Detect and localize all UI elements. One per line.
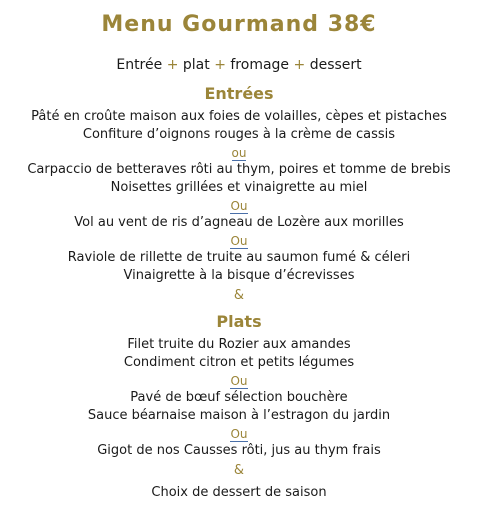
ou-separator: [0, 373, 478, 389]
menu-item-line: Noisettes grillées et vinaigrette au miel: [110, 180, 368, 195]
ou-separator: [0, 426, 478, 442]
formula-part-dessert: dessert: [309, 57, 362, 73]
formula-part-fromage: fromage: [230, 57, 290, 73]
formula-plus: +: [293, 57, 306, 73]
formula-plus: +: [214, 57, 226, 73]
ou-label: Ou: [230, 234, 248, 248]
formula-part-plat: plat: [182, 57, 210, 73]
ou-label: Ou: [230, 199, 248, 213]
ou-label: Ou: [230, 427, 248, 441]
menu-item-line: Vinaigrette à la bisque d’écrevisses: [123, 268, 355, 283]
formula-plus: +: [166, 57, 179, 73]
ou-label: Ou: [230, 374, 248, 388]
menu-item-line: Vol au vent de ris d’agneau de Lozère aux morilles: [74, 215, 404, 230]
menu-item-line: Raviole de rillette de truite au saumon fumé & céleri: [67, 250, 411, 265]
ou-separator: [0, 233, 478, 249]
menu-item-line: Confiture d’oignons rouges à la crème de cassis: [82, 127, 396, 142]
menu-formula: [0, 55, 478, 75]
ampersand-separator: &: [233, 288, 245, 303]
menu-item-line: Gigot de nos Causses rôti, jus au thym frais: [97, 443, 381, 458]
formula-part-entree: Entrée: [116, 57, 163, 73]
menu-title: Menu Gourmand 38€: [101, 12, 377, 37]
section-heading-plats: Plats: [216, 312, 262, 331]
section-heading-entrees: Entrées: [204, 84, 274, 103]
ampersand-separator: &: [233, 463, 245, 478]
menu-item-line: Carpaccio de betteraves rôti au thym, poires et tomme de brebis: [27, 162, 451, 177]
menu-item-line: Pavé de bœuf sélection bouchère: [130, 390, 348, 405]
ou-separator: [0, 198, 478, 214]
menu-item-line: Choix de dessert de saison: [151, 485, 327, 500]
menu-item-line: Condiment citron et petits légumes: [123, 355, 355, 370]
menu-item-line: Pâté en croûte maison aux foies de volailles, cèpes et pistaches: [31, 109, 447, 124]
ou-label: ou: [231, 146, 247, 160]
menu-item-line: Sauce béarnaise maison à l’estragon du jardin: [87, 408, 391, 423]
menu-item-line: Filet truite du Rozier aux amandes: [127, 337, 351, 352]
ou-separator: [0, 145, 478, 161]
